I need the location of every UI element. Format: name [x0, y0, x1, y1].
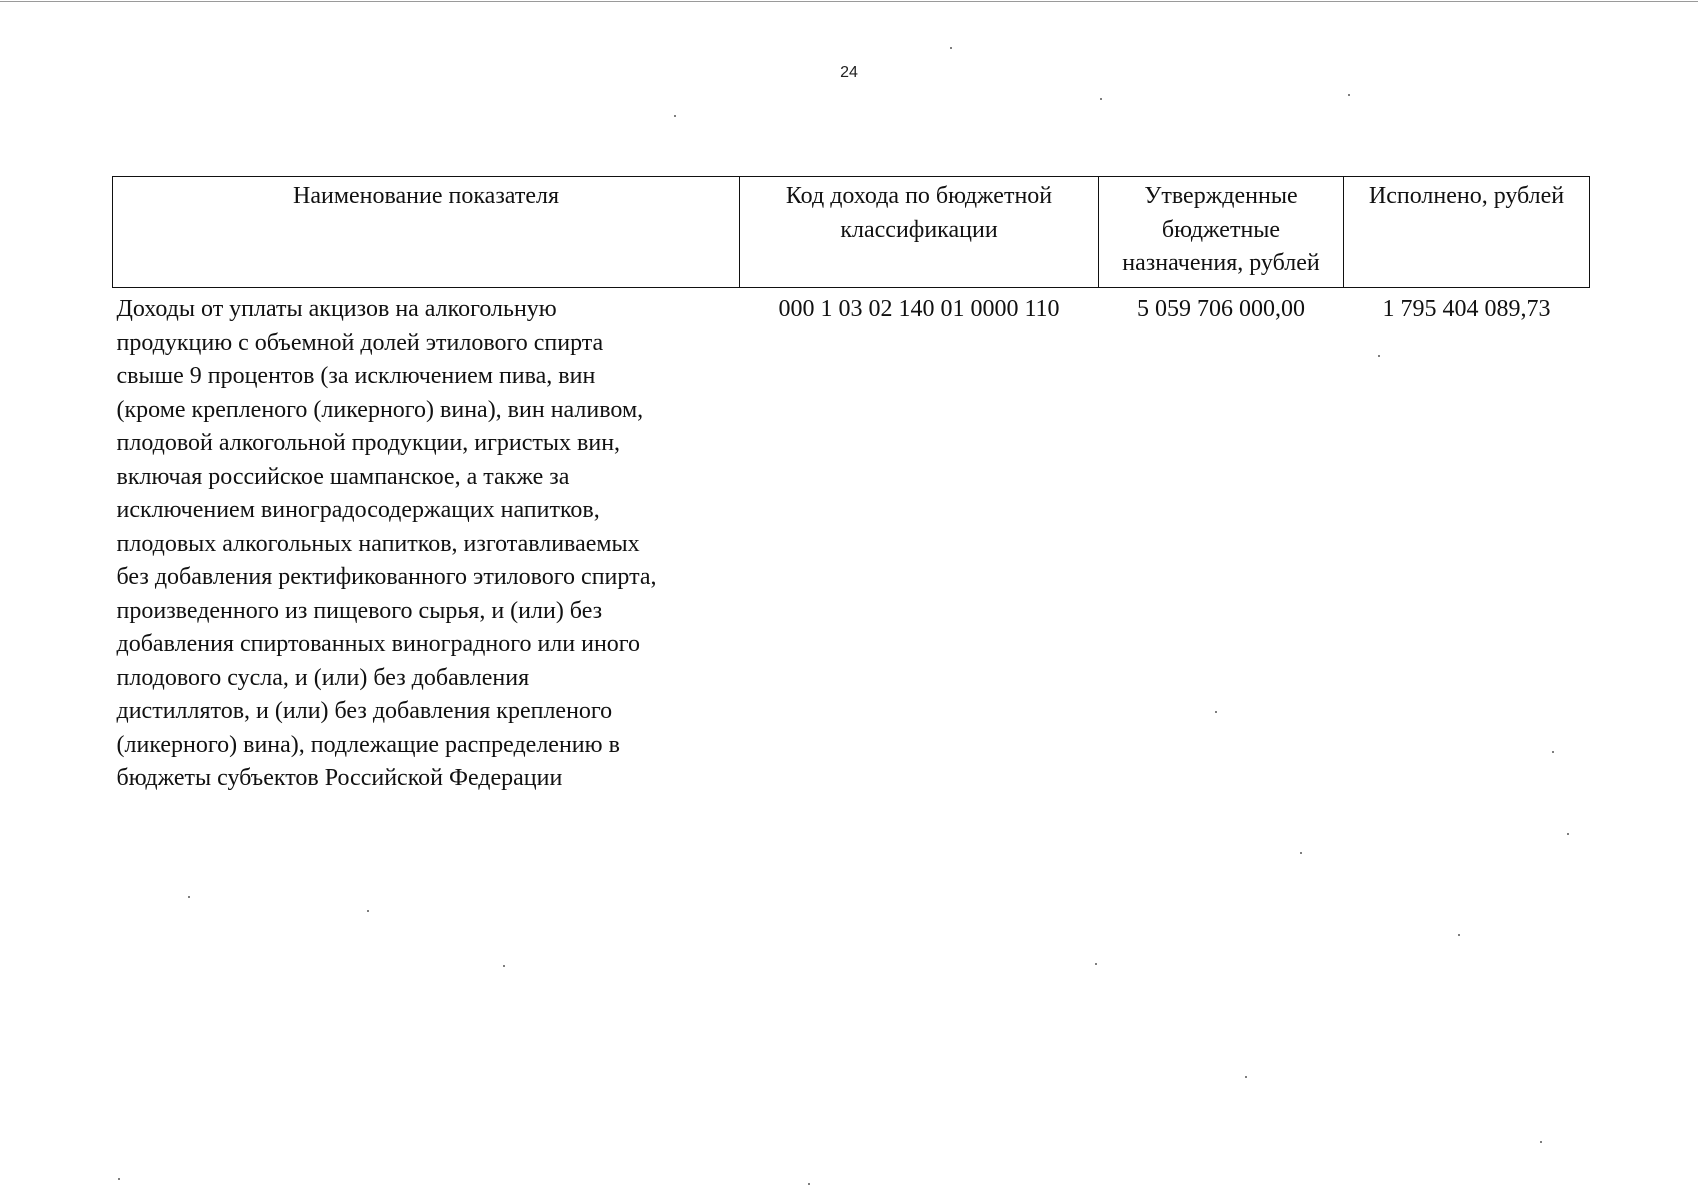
indicator-name-line: произведенного из пищевого сырья, и (или) без: [116, 597, 603, 624]
scan-speck: [950, 47, 952, 49]
table-header-row: [113, 177, 1590, 288]
header-approved-budget: Утвержденные бюджетные назначения, рублей: [1099, 177, 1344, 288]
scan-speck: [674, 115, 676, 117]
indicator-name-cell: [113, 288, 740, 796]
revenue-table: [112, 176, 1590, 796]
indicator-name-line: добавления спиртованных виноградного или иного: [116, 631, 641, 657]
scan-speck: [1300, 852, 1302, 854]
scan-speck: [1567, 833, 1569, 835]
scan-top-edge: [0, 1, 1698, 2]
header-indicator-name: Наименование показателя: [113, 177, 740, 288]
scan-speck: [1540, 1141, 1542, 1143]
page-number: 24: [840, 64, 858, 81]
scan-speck: [808, 1183, 810, 1185]
indicator-name-line: (ликерного) вина), подлежащие распределению в: [116, 731, 620, 758]
approved-budget-cell: 5 059 706 000,00: [1137, 296, 1305, 322]
scan-speck: [1215, 711, 1217, 713]
scan-speck: [1095, 963, 1097, 965]
scan-speck: [1100, 98, 1102, 100]
scan-speck: [1552, 751, 1554, 753]
header-executed: Исполнено, рублей: [1344, 177, 1590, 288]
scan-speck: [1458, 934, 1460, 936]
indicator-name-line: включая российское шампанское, а также за: [116, 463, 570, 490]
indicator-name-line: дистиллятов, и (или) без добавления крепленого: [116, 698, 613, 724]
indicator-name-line: (кроме крепленого (ликерного) вина), вин наливом,: [116, 396, 644, 423]
scan-speck: [503, 965, 505, 967]
indicator-name-line: плодовых алкогольных напитков, изготавливаемых: [116, 530, 640, 557]
indicator-name-line: плодовой алкогольной продукции, игристых вин,: [116, 430, 621, 456]
indicator-name-line: свыше 9 процентов (за исключением пива, вин: [116, 363, 596, 389]
table-row: [113, 288, 1590, 796]
revenue-code-cell: 000 1 03 02 140 01 0000 110: [778, 296, 1060, 322]
indicator-name-line: плодового сусла, и (или) без добавления: [116, 664, 530, 691]
scan-speck: [1245, 1076, 1247, 1078]
scan-speck: [188, 896, 190, 898]
scan-speck: [1378, 355, 1380, 357]
scan-speck: [118, 1178, 120, 1180]
executed-cell: 1 795 404 089,73: [1382, 296, 1551, 322]
indicator-name-line: бюджеты субъектов Российской Федерации: [116, 765, 563, 791]
indicator-name-line: продукцию с объемной долей этилового спирта: [116, 329, 604, 356]
indicator-name-line: без добавления ректификованного этилового спирта,: [116, 564, 657, 590]
scan-speck: [367, 910, 369, 912]
scan-speck: [1348, 94, 1350, 96]
indicator-name-line: Доходы от уплаты акцизов на алкогольную: [116, 296, 557, 322]
indicator-name-line: исключением виноградосодержащих напитков,: [116, 497, 600, 523]
header-revenue-code: Код дохода по бюджетной классификации: [740, 177, 1099, 288]
